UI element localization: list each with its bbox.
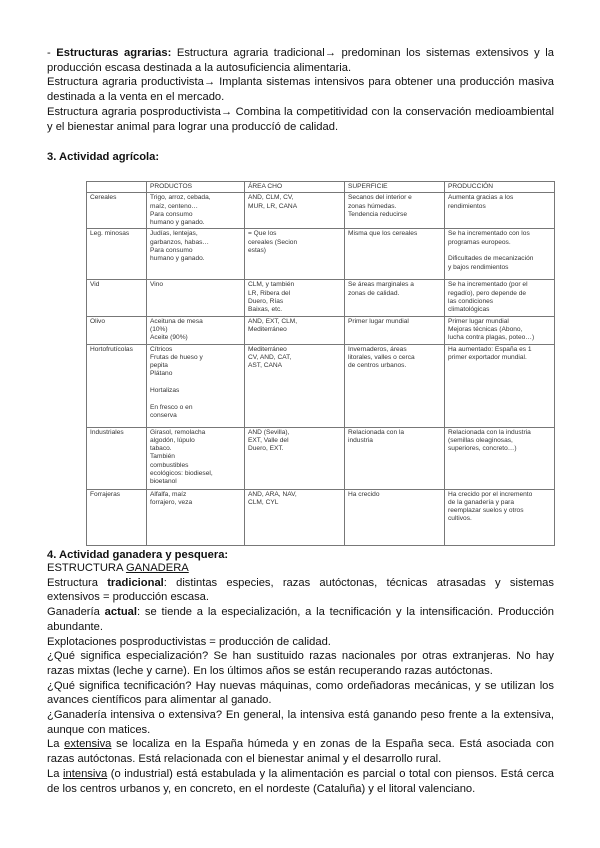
table-row <box>87 344 555 427</box>
paragraph-intensiva <box>47 767 554 796</box>
area-cell <box>245 229 345 280</box>
cell-line: climatológicas <box>448 306 490 314</box>
cell-line: AST, CANA <box>248 362 283 370</box>
paragraph-especializacion: ¿Qué significa especialización? Se han sustituido razas nacionales por otras extranjeras. No hay razas mixtas (leche y carne). En los últimos años se están recuperando razas autóctonas. <box>47 650 554 677</box>
text-run: La <box>47 738 65 751</box>
table-row <box>87 489 555 545</box>
cell-line: garbanzos, habas… <box>150 238 210 246</box>
bold-term: actual <box>104 606 138 619</box>
intro-section <box>47 46 554 134</box>
cell-line: MUR, LR, CANA <box>248 202 298 210</box>
cell-line: Mediterráneo <box>248 345 287 353</box>
area-cell <box>245 344 345 427</box>
produccion-cell <box>445 229 555 280</box>
cell-line: (10%) <box>150 325 168 333</box>
area-cell <box>245 280 345 316</box>
cell-line: (semillas oleaginosas, <box>448 436 513 444</box>
productos-cell <box>147 344 245 427</box>
crop-name-cell: Olivo <box>87 316 147 344</box>
text-run: : distintas especies, razas autóctonas, técnicas atrasadas y sistemas extensivos = producción escasa. <box>47 576 554 604</box>
superficie-cell <box>345 316 445 344</box>
paragraph-tradicional <box>47 576 554 605</box>
table-row <box>87 280 555 316</box>
cell-line: Aceite (90%) <box>150 334 188 342</box>
text-run: (o industrial) está estabulada y la alimentación es parcial o total con piensos. Está cerca de los centros urbanos y, en concreto, en el nordeste (Cataluña) y el litoral valenciano. <box>47 767 554 795</box>
cell-line: También <box>150 453 175 461</box>
cell-line: Misma que los cereales <box>348 230 418 238</box>
area-cell <box>245 316 345 344</box>
cell-line: Invernaderos, áreas <box>348 345 407 353</box>
table-header-row <box>87 182 555 193</box>
text-run: Estructura <box>47 576 108 589</box>
cell-line: CLM, y también <box>248 281 295 289</box>
cell-line: Mejoras técnicas (Abono, <box>448 325 523 333</box>
table-row <box>87 427 555 489</box>
cell-line: programas europeos. <box>448 238 511 246</box>
cell-line: Primer lugar mundial <box>348 317 409 325</box>
cell-line: Alfalfa, maíz <box>150 490 187 498</box>
paragraph-posproductivistas: Explotaciones posproductivistas = producción de calidad. <box>47 635 331 648</box>
cell-line: EXT, Valle del <box>248 436 289 444</box>
cell-line: Hortalizas <box>150 387 180 395</box>
area-cell <box>245 427 345 489</box>
superficie-cell <box>345 489 445 545</box>
cell-line: de la ganadería y para <box>448 498 514 506</box>
dash: - <box>47 47 57 59</box>
cell-line: Duero, EXT. <box>248 445 284 453</box>
crop-name-cell: Cereales <box>87 193 147 229</box>
productos-cell <box>147 280 245 316</box>
produccion-cell <box>445 316 555 344</box>
structure-subtitle-underlined: GANADERA <box>125 562 189 574</box>
superficie-cell <box>345 280 445 316</box>
intro-paragraph-2: Estructura agraria productivista→ Implanta sistemas intensivos para obtener una producción masiva destinada a la venta en el mercado. <box>47 76 554 104</box>
cell-line: industria <box>348 436 373 444</box>
table-header-cell: SUPERFICIE <box>345 182 445 193</box>
paragraph-actual <box>47 605 554 634</box>
cell-line: cultivos. <box>448 515 472 523</box>
produccion-cell <box>445 193 555 229</box>
table-row <box>87 193 555 229</box>
cell-line: Relacionada con la <box>348 428 405 436</box>
cell-line <box>448 247 551 255</box>
cell-line: zonas de calidad. <box>348 289 400 297</box>
cell-line: AND, ARA, NAV, <box>248 490 297 498</box>
cell-line: Para consumo <box>150 210 193 218</box>
cell-line: Ha crecido <box>348 490 380 498</box>
cell-line: Trigo, arroz, cebada, <box>150 194 211 202</box>
cell-line: litorales, valles o cerca <box>348 353 415 361</box>
cell-line: Tendencia reducirse <box>348 210 408 218</box>
cell-line: Cítricos <box>150 345 173 353</box>
cell-line: AND, EXT, CLM, <box>248 317 298 325</box>
cell-line: Ha crecido por el incremento <box>448 490 533 498</box>
cell-line: las condiciones <box>448 298 494 306</box>
cell-line: CV, AND, CAT, <box>248 353 292 361</box>
cell-line: Judías, lentejas, <box>150 230 198 238</box>
cell-line: reemplazar suelos y otros <box>448 507 524 515</box>
cell-line: Secanos del interior e <box>348 194 412 202</box>
cell-line: Aceituna de mesa <box>150 317 203 325</box>
cell-line: y bajos rendimientos <box>448 263 509 271</box>
superficie-cell <box>345 344 445 427</box>
table-header-cell: PRODUCCIÓN <box>445 182 555 193</box>
paragraph-tecnificacion: ¿Qué significa tecnificación? Hay nuevas máquinas, como ordeñadoras mecánicas, y se utilizan los avances científicos para alimentar al ganado. <box>47 679 554 707</box>
crop-name-cell: Forrajeras <box>87 489 147 545</box>
text-run: se localiza en la España húmeda y en zonas de la España seca. Está asociada con razas autóctonas. Está relacionada con el bienestar animal y el desarrollo rural. <box>47 738 554 766</box>
produccion-cell <box>445 489 555 545</box>
cell-line: Se áreas marginales a <box>348 281 414 289</box>
cell-line: Plátano <box>150 370 173 378</box>
cell-line: tabaco. <box>150 445 172 453</box>
cell-line: Relacionada con la industria <box>448 428 531 436</box>
cell-line: Ha aumentado: España es 1 <box>448 345 532 353</box>
area-cell <box>245 193 345 229</box>
intro-paragraph-3: Estructura agraria posproductivista→ Combina la competitividad con la conservación medioambiental y el bienestar animal para lograr una produccíó de calidad. <box>47 105 554 133</box>
cell-line: conserva <box>150 411 177 419</box>
productos-cell <box>147 489 245 545</box>
cell-line: ecológicos: biodiesel, <box>150 470 213 478</box>
cell-line: Duero, Rías <box>248 298 284 306</box>
cell-line: rendimientos <box>448 202 486 210</box>
table-header-cell: ÁREA CHO <box>245 182 345 193</box>
cell-line: pepita <box>150 362 168 370</box>
cell-line: En fresco o en <box>150 403 193 411</box>
cell-line: regadío), pero depende de <box>448 289 527 297</box>
productos-cell <box>147 316 245 344</box>
cell-line: CLM, CYL <box>248 498 279 506</box>
superficie-cell <box>345 427 445 489</box>
cell-line: Baixas, etc. <box>248 306 283 314</box>
table-row <box>87 316 555 344</box>
cell-line: Frutas de hueso y <box>150 353 203 361</box>
table-row <box>87 229 555 280</box>
cell-line: humano y ganado. <box>150 255 205 263</box>
cell-line: Se ha incrementado (por el <box>448 281 528 289</box>
agricultural-table <box>86 181 555 546</box>
section-4-title: 4. Actividad ganadera y pesquera: <box>47 549 229 561</box>
intro-paragraph-1 <box>47 46 554 75</box>
table-body <box>87 193 555 545</box>
produccion-cell <box>445 427 555 489</box>
cell-line: AND (Sevilla), <box>248 428 290 436</box>
productos-cell <box>147 229 245 280</box>
cell-line: maíz, centeno… <box>150 202 199 210</box>
superficie-cell <box>345 229 445 280</box>
cell-line: cereales (Secion <box>248 238 298 246</box>
productos-cell <box>147 427 245 489</box>
cell-line: combustibles <box>150 461 189 469</box>
structure-subtitle <box>47 561 554 576</box>
text-run: La <box>47 767 64 780</box>
cell-line: zonas húmedas. <box>348 202 397 210</box>
cell-line: primer exportador mundial. <box>448 353 527 361</box>
cell-line: AND, CLM, CV, <box>248 194 294 202</box>
underlined-term: intensiva <box>63 767 108 780</box>
bold-term: tradicional <box>107 576 164 589</box>
cell-line: Dificultades de mecanización <box>448 255 534 263</box>
cell-line: de centros urbanos. <box>348 362 407 370</box>
crop-name-cell: Leg. minosas <box>87 229 147 280</box>
text-run: Ganadería <box>47 606 105 619</box>
section-3-title: 3. Actividad agrícola: <box>47 151 160 163</box>
cell-line <box>150 379 241 387</box>
cell-line: Aumenta gracias a los <box>448 194 514 202</box>
paragraph-extensiva <box>47 737 554 766</box>
crop-name-cell: Hortofrutícolas <box>87 344 147 427</box>
crop-name-cell: Industriales <box>87 427 147 489</box>
superficie-cell <box>345 193 445 229</box>
cell-line: lucha contra plagas, poteo…) <box>448 334 535 342</box>
cell-line <box>150 395 241 403</box>
section-4 <box>47 549 554 796</box>
cell-line: Vino <box>150 281 164 289</box>
cell-line: Girasol, remolacha <box>150 428 206 436</box>
produccion-cell <box>445 280 555 316</box>
cell-line: = Que los <box>248 230 277 238</box>
paragraph-intensiva-extensiva: ¿Ganadería intensiva o extensiva? En general, la intensiva está ganando peso frente a la extensiva, aunque con matices. <box>47 709 554 736</box>
cell-line: algodón, lúpulo <box>150 436 195 444</box>
cell-line: Para consumo <box>150 247 193 255</box>
productos-cell <box>147 193 245 229</box>
estructuras-agrarias-label: Estructuras agrarias: <box>56 47 172 59</box>
cell-line: LR, Ribera del <box>248 289 291 297</box>
cell-line: forrajero, veza <box>150 498 193 506</box>
text-run: : se tiende a la especialización, a la tecnificación y la intensificación. Producción abundante. <box>47 606 554 633</box>
intro-paragraph-1-text: Estructura agraria tradicional→ predominan los sistemas extensivos y la producción escasa destinada a la autosuficiencia alimentaria. <box>47 47 554 74</box>
table-header-cell: PRODUCTOS <box>147 182 245 193</box>
cell-line: humano y ganado. <box>150 219 205 227</box>
produccion-cell <box>445 344 555 427</box>
cell-line: Mediterráneo <box>248 325 287 333</box>
cell-line: estas) <box>248 247 266 255</box>
crop-name-cell: Vid <box>87 280 147 316</box>
table-header-cell <box>87 182 147 193</box>
section-3 <box>47 151 554 163</box>
cell-line: Se ha incrementado con los <box>448 230 530 238</box>
cell-line: Primer lugar mundial <box>448 317 509 325</box>
structure-subtitle-prefix: ESTRUCTURA <box>47 562 126 574</box>
cell-line: bioetanol <box>150 478 177 486</box>
underlined-term: extensiva <box>64 738 112 751</box>
cell-line: superiores, concreto…) <box>448 445 517 453</box>
area-cell <box>245 489 345 545</box>
